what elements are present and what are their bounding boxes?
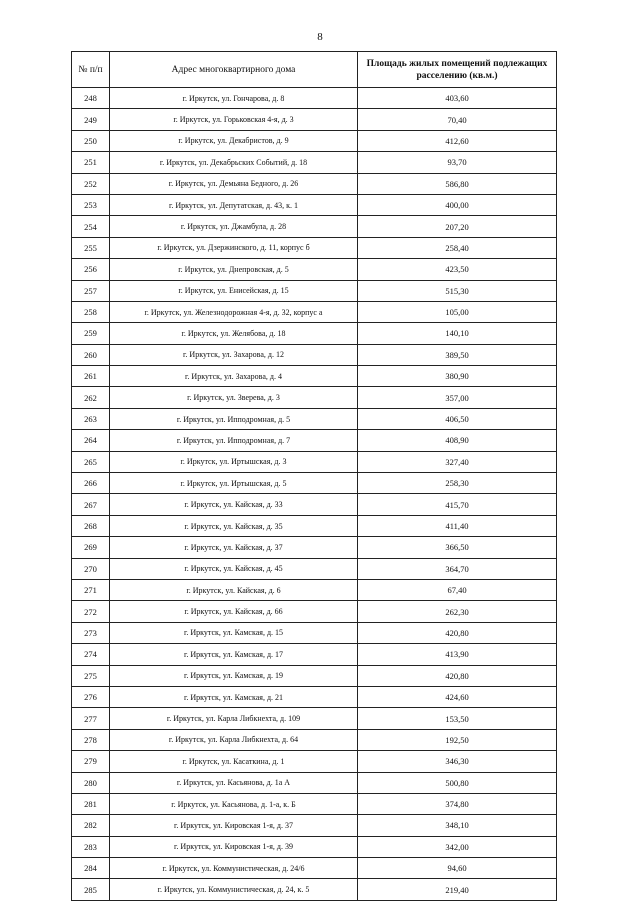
area-cell: 262,30 bbox=[358, 601, 557, 622]
area-cell: 374,80 bbox=[358, 793, 557, 814]
header-number: № п/п bbox=[72, 52, 110, 88]
area-cell: 389,50 bbox=[358, 344, 557, 365]
address-cell: г. Иркутск, ул. Горьковская 4-я, д. 3 bbox=[110, 109, 358, 130]
address-cell: г. Иркутск, ул. Зверева, д. 3 bbox=[110, 387, 358, 408]
row-number-cell: 285 bbox=[72, 879, 110, 900]
area-cell: 408,90 bbox=[358, 430, 557, 451]
address-cell: г. Иркутск, ул. Камская, д. 19 bbox=[110, 665, 358, 686]
table-row bbox=[72, 451, 557, 472]
area-cell: 500,80 bbox=[358, 772, 557, 793]
page-number: 8 bbox=[317, 31, 323, 43]
address-cell: г. Иркутск, ул. Камская, д. 21 bbox=[110, 686, 358, 707]
table-row bbox=[72, 815, 557, 836]
address-cell: г. Иркутск, ул. Кайская, д. 37 bbox=[110, 537, 358, 558]
address-cell: г. Иркутск, ул. Иртышская, д. 3 bbox=[110, 451, 358, 472]
row-number-cell: 267 bbox=[72, 494, 110, 515]
area-cell: 153,50 bbox=[358, 708, 557, 729]
table-row bbox=[72, 323, 557, 344]
table-row bbox=[72, 686, 557, 707]
address-cell: г. Иркутск, ул. Кайская, д. 35 bbox=[110, 515, 358, 536]
area-cell: 207,20 bbox=[358, 216, 557, 237]
area-cell: 406,50 bbox=[358, 408, 557, 429]
address-cell: г. Иркутск, ул. Енисейская, д. 15 bbox=[110, 280, 358, 301]
table-row bbox=[72, 515, 557, 536]
table-row bbox=[72, 836, 557, 857]
row-number-cell: 261 bbox=[72, 366, 110, 387]
row-number-cell: 253 bbox=[72, 194, 110, 215]
address-cell: г. Иркутск, ул. Депутатская, д. 43, к. 1 bbox=[110, 194, 358, 215]
table-header-row bbox=[72, 52, 557, 88]
table-row bbox=[72, 601, 557, 622]
table-row bbox=[72, 152, 557, 173]
table-row bbox=[72, 387, 557, 408]
address-cell: г. Иркутск, ул. Иртышская, д. 5 bbox=[110, 473, 358, 494]
area-cell: 93,70 bbox=[358, 152, 557, 173]
area-cell: 258,30 bbox=[358, 473, 557, 494]
address-cell: г. Иркутск, ул. Касьянова, д. 1-а, к. Б bbox=[110, 793, 358, 814]
address-cell: г. Иркутск, ул. Карла Либкнехта, д. 64 bbox=[110, 729, 358, 750]
area-cell: 346,30 bbox=[358, 751, 557, 772]
area-cell: 412,60 bbox=[358, 130, 557, 151]
area-cell: 413,90 bbox=[358, 644, 557, 665]
address-cell: г. Иркутск, ул. Кировская 1-я, д. 37 bbox=[110, 815, 358, 836]
area-cell: 327,40 bbox=[358, 451, 557, 472]
address-cell: г. Иркутск, ул. Джамбула, д. 28 bbox=[110, 216, 358, 237]
table-row bbox=[72, 173, 557, 194]
area-cell: 380,90 bbox=[358, 366, 557, 387]
area-cell: 94,60 bbox=[358, 858, 557, 879]
table-row bbox=[72, 665, 557, 686]
row-number-cell: 274 bbox=[72, 644, 110, 665]
address-cell: г. Иркутск, ул. Кайская, д. 45 bbox=[110, 558, 358, 579]
table-row bbox=[72, 579, 557, 600]
address-cell: г. Иркутск, ул. Камская, д. 15 bbox=[110, 622, 358, 643]
area-cell: 424,60 bbox=[358, 686, 557, 707]
table-row bbox=[72, 879, 557, 900]
header-area: Площадь жилых помещений подлежащих расселению (кв.м.) bbox=[358, 52, 557, 88]
table-row bbox=[72, 88, 557, 109]
table-row bbox=[72, 644, 557, 665]
row-number-cell: 254 bbox=[72, 216, 110, 237]
address-cell: г. Иркутск, ул. Днепровская, д. 5 bbox=[110, 259, 358, 280]
table-row bbox=[72, 494, 557, 515]
address-cell: г. Иркутск, ул. Коммунистическая, д. 24, к. 5 bbox=[110, 879, 358, 900]
row-number-cell: 284 bbox=[72, 858, 110, 879]
row-number-cell: 258 bbox=[72, 301, 110, 322]
table-row bbox=[72, 130, 557, 151]
table-row bbox=[72, 344, 557, 365]
address-cell: г. Иркутск, ул. Захарова, д. 4 bbox=[110, 366, 358, 387]
table-row bbox=[72, 708, 557, 729]
row-number-cell: 251 bbox=[72, 152, 110, 173]
table-row bbox=[72, 430, 557, 451]
address-cell: г. Иркутск, ул. Желябова, д. 18 bbox=[110, 323, 358, 344]
area-cell: 70,40 bbox=[358, 109, 557, 130]
address-cell: г. Иркутск, ул. Декабристов, д. 9 bbox=[110, 130, 358, 151]
table-row bbox=[72, 194, 557, 215]
row-number-cell: 263 bbox=[72, 408, 110, 429]
table-row bbox=[72, 473, 557, 494]
area-cell: 411,40 bbox=[358, 515, 557, 536]
row-number-cell: 255 bbox=[72, 237, 110, 258]
row-number-cell: 249 bbox=[72, 109, 110, 130]
row-number-cell: 248 bbox=[72, 88, 110, 109]
row-number-cell: 283 bbox=[72, 836, 110, 857]
row-number-cell: 278 bbox=[72, 729, 110, 750]
table-row bbox=[72, 858, 557, 879]
row-number-cell: 250 bbox=[72, 130, 110, 151]
table-row bbox=[72, 280, 557, 301]
row-number-cell: 257 bbox=[72, 280, 110, 301]
table-row bbox=[72, 772, 557, 793]
header-address: Адрес многоквартирного дома bbox=[110, 52, 358, 88]
area-cell: 423,50 bbox=[358, 259, 557, 280]
area-cell: 67,40 bbox=[358, 579, 557, 600]
row-number-cell: 265 bbox=[72, 451, 110, 472]
row-number-cell: 275 bbox=[72, 665, 110, 686]
area-cell: 366,50 bbox=[358, 537, 557, 558]
table-row bbox=[72, 729, 557, 750]
row-number-cell: 252 bbox=[72, 173, 110, 194]
row-number-cell: 277 bbox=[72, 708, 110, 729]
area-cell: 515,30 bbox=[358, 280, 557, 301]
area-cell: 348,10 bbox=[358, 815, 557, 836]
table-row bbox=[72, 109, 557, 130]
table-row bbox=[72, 237, 557, 258]
row-number-cell: 273 bbox=[72, 622, 110, 643]
address-cell: г. Иркутск, ул. Коммунистическая, д. 24/6 bbox=[110, 858, 358, 879]
area-cell: 403,60 bbox=[358, 88, 557, 109]
area-cell: 140,10 bbox=[358, 323, 557, 344]
row-number-cell: 262 bbox=[72, 387, 110, 408]
table-row bbox=[72, 408, 557, 429]
address-cell: г. Иркутск, ул. Кайская, д. 66 bbox=[110, 601, 358, 622]
row-number-cell: 272 bbox=[72, 601, 110, 622]
table-row bbox=[72, 366, 557, 387]
row-number-cell: 270 bbox=[72, 558, 110, 579]
address-cell: г. Иркутск, ул. Демьяна Бедного, д. 26 bbox=[110, 173, 358, 194]
row-number-cell: 281 bbox=[72, 793, 110, 814]
area-cell: 364,70 bbox=[358, 558, 557, 579]
row-number-cell: 279 bbox=[72, 751, 110, 772]
housing-table bbox=[71, 51, 557, 901]
row-number-cell: 260 bbox=[72, 344, 110, 365]
row-number-cell: 268 bbox=[72, 515, 110, 536]
table-row bbox=[72, 216, 557, 237]
table-row bbox=[72, 558, 557, 579]
address-cell: г. Иркутск, ул. Железнодорожная 4-я, д. 32, корпус а bbox=[110, 301, 358, 322]
address-cell: г. Иркутск, ул. Касьянова, д. 1а А bbox=[110, 772, 358, 793]
address-cell: г. Иркутск, ул. Касаткина, д. 1 bbox=[110, 751, 358, 772]
address-cell: г. Иркутск, ул. Декабрьских Событий, д. 18 bbox=[110, 152, 358, 173]
area-cell: 415,70 bbox=[358, 494, 557, 515]
area-cell: 586,80 bbox=[358, 173, 557, 194]
row-number-cell: 269 bbox=[72, 537, 110, 558]
row-number-cell: 256 bbox=[72, 259, 110, 280]
row-number-cell: 276 bbox=[72, 686, 110, 707]
table-body bbox=[72, 88, 557, 901]
area-cell: 420,80 bbox=[358, 622, 557, 643]
row-number-cell: 264 bbox=[72, 430, 110, 451]
table-row bbox=[72, 751, 557, 772]
row-number-cell: 259 bbox=[72, 323, 110, 344]
area-cell: 105,00 bbox=[358, 301, 557, 322]
address-cell: г. Иркутск, ул. Дзержинского, д. 11, корпус б bbox=[110, 237, 358, 258]
row-number-cell: 271 bbox=[72, 579, 110, 600]
address-cell: г. Иркутск, ул. Ипподромная, д. 5 bbox=[110, 408, 358, 429]
area-cell: 400,00 bbox=[358, 194, 557, 215]
area-cell: 192,50 bbox=[358, 729, 557, 750]
address-cell: г. Иркутск, ул. Кайская, д. 6 bbox=[110, 579, 358, 600]
area-cell: 357,00 bbox=[358, 387, 557, 408]
address-cell: г. Иркутск, ул. Кайская, д. 33 bbox=[110, 494, 358, 515]
row-number-cell: 280 bbox=[72, 772, 110, 793]
table-row bbox=[72, 622, 557, 643]
table-row bbox=[72, 793, 557, 814]
area-cell: 420,80 bbox=[358, 665, 557, 686]
address-cell: г. Иркутск, ул. Камская, д. 17 bbox=[110, 644, 358, 665]
table-row bbox=[72, 259, 557, 280]
table-row bbox=[72, 537, 557, 558]
row-number-cell: 282 bbox=[72, 815, 110, 836]
address-cell: г. Иркутск, ул. Гончарова, д. 8 bbox=[110, 88, 358, 109]
row-number-cell: 266 bbox=[72, 473, 110, 494]
address-cell: г. Иркутск, ул. Захарова, д. 12 bbox=[110, 344, 358, 365]
area-cell: 219,40 bbox=[358, 879, 557, 900]
address-cell: г. Иркутск, ул. Карла Либкнехта, д. 109 bbox=[110, 708, 358, 729]
address-cell: г. Иркутск, ул. Кировская 1-я, д. 39 bbox=[110, 836, 358, 857]
area-cell: 258,40 bbox=[358, 237, 557, 258]
area-cell: 342,00 bbox=[358, 836, 557, 857]
address-cell: г. Иркутск, ул. Ипподромная, д. 7 bbox=[110, 430, 358, 451]
table-row bbox=[72, 301, 557, 322]
